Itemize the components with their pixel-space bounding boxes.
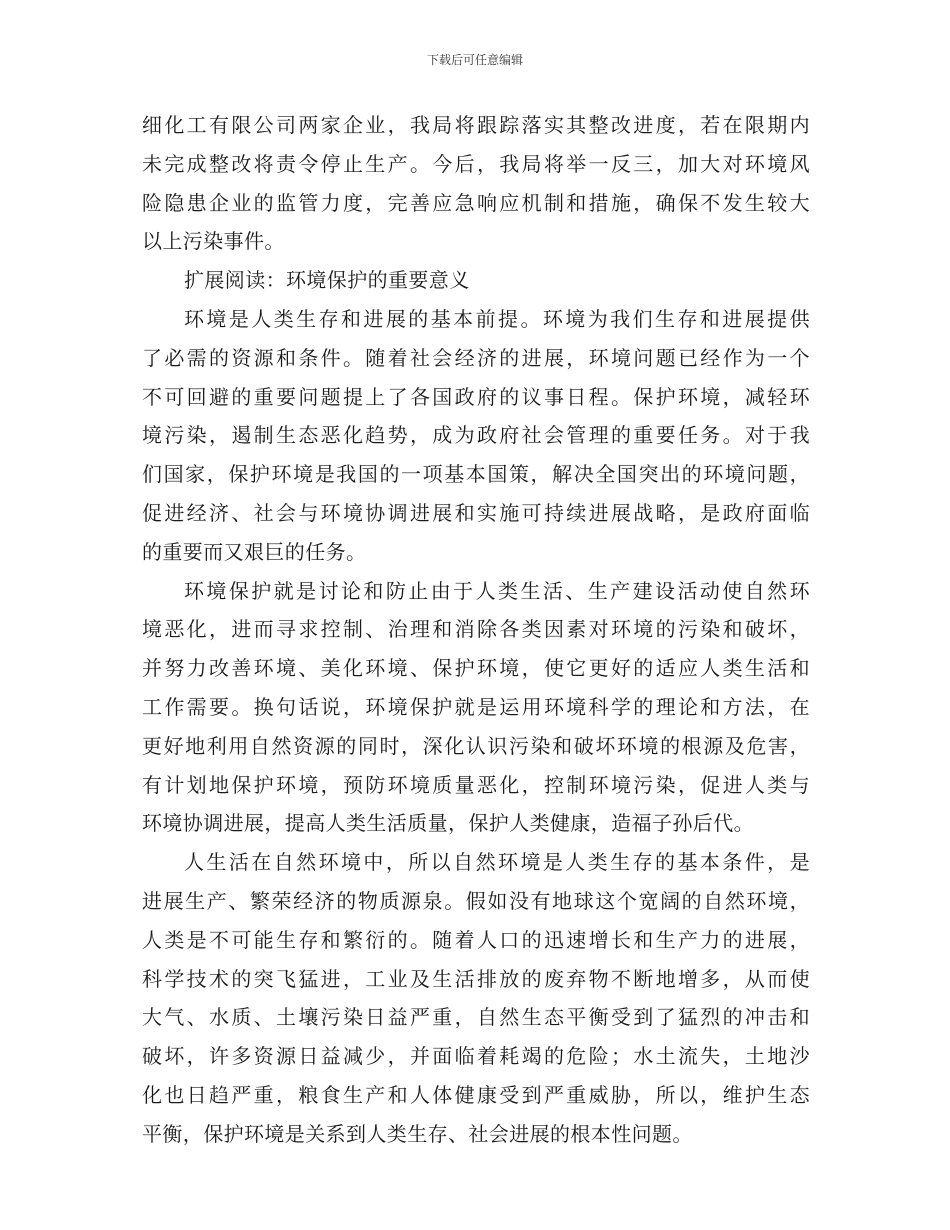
text-line: 促进经济、社会与环境协调进展和实施可持续进展战略，是政府面临 [142,500,810,525]
text-line: 破坏，许多资源日益减少，并面临着耗竭的危险；水土流失，土地沙 [142,1044,810,1069]
text-line: 有计划地保护环境，预防环境质量恶化，控制环境污染，促进人类与 [142,772,810,797]
text-line: 人类是不可能生存和繁衍的。随着人口的迅速增长和生产力的进展， [142,927,810,952]
text-line: 不可回避的重要问题提上了各国政府的议事日程。保护环境，减轻环 [142,384,810,409]
text-line: 平衡，保护环境是关系到人类生存、社会进展的根本性问题。 [142,1121,693,1146]
text-line: 环境协调进展，提高人类生活质量，保护人类健康，造福子孙后代。 [142,811,754,836]
page-header: 下载后可任意编辑 [426,53,523,67]
text-line: 人生活在自然环境中，所以自然环境是人类生存的基本条件，是 [184,850,810,875]
text-line: 未完成整改将责令停止生产。今后，我局将举一反三，加大对环境风 [142,151,810,176]
text-line: 境污染，遏制生态恶化趋势，成为政府社会管理的重要任务。对于我 [142,423,810,448]
text-line: 细化工有限公司两家企业，我局将跟踪落实其整改进度，若在限期内 [142,113,810,137]
text-line: 险隐患企业的监管力度，完善应急响应机制和措施，确保不发生较大 [142,190,810,215]
section-heading: 扩展阅读：环境保护的重要意义 [184,268,470,293]
text-line: 化也日趋严重，粮食生产和人体健康受到严重威胁，所以，维护生态 [142,1082,810,1107]
text-line: 工作需要。换句话说，环境保护就是运用环境科学的理论和方法，在 [142,694,810,719]
paragraph-environment-protection-definition [142,572,810,844]
section-heading-extended-reading [142,261,810,300]
text-line: 境恶化，进而寻求控制、治理和消除各类因素对环境的污染和破坏， [142,617,810,642]
text-line: 环境是人类生存和进展的基本前提。环境为我们生存和进展提供 [184,306,810,331]
text-line: 进展生产、繁荣经济的物质源泉。假如没有地球这个宽阔的自然环境， [142,888,810,913]
paragraph-natural-environment [142,843,810,1153]
text-line: 大气、水质、土壤污染日益严重，自然生态平衡受到了猛烈的冲击和 [142,1005,810,1030]
document-body [142,106,810,1154]
text-line: 们国家，保护环境是我国的一项基本国策，解决全国突出的环境问题， [142,462,810,487]
text-line: 更好地利用自然资源的同时，深化认识污染和破坏环境的根源及危害， [142,733,810,758]
text-line: 了必需的资源和条件。随着社会经济的进展，环境问题已经作为一个 [142,345,810,370]
text-line: 科学技术的突飞猛进，工业及生活排放的废弃物不断地增多，从而使 [142,966,810,991]
paragraph-environment-premise [142,300,810,572]
text-line: 环境保护就是讨论和防止由于人类生活、生产建设活动使自然环 [184,578,810,603]
text-line: 以上污染事件。 [142,229,285,254]
paragraph-rectification-followup [142,106,810,261]
text-line: 并努力改善环境、美化环境、保护环境，使它更好的适应人类生活和 [142,656,810,681]
text-line: 的重要而又艰巨的任务。 [142,539,367,564]
